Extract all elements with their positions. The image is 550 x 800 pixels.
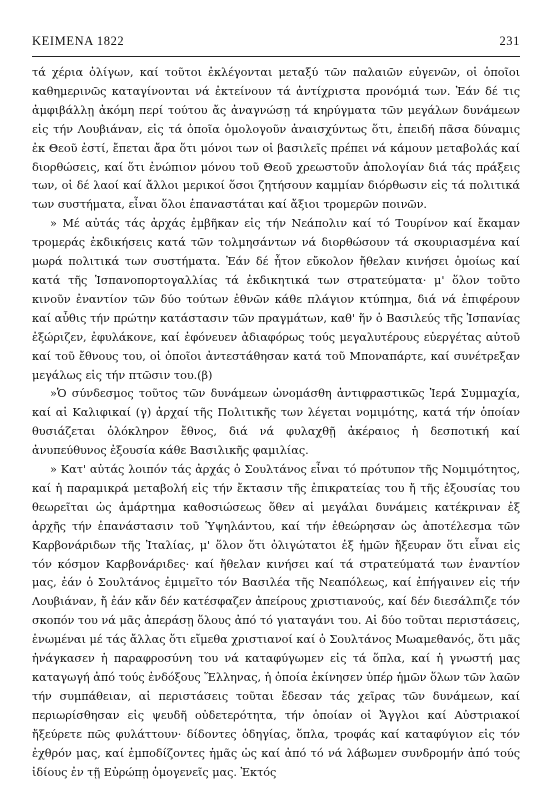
running-title: ΚΕΙΜΕΝΑ 1822 [32, 34, 125, 48]
body-text [32, 64, 520, 782]
running-header [32, 34, 520, 49]
paragraph-2: » Μέ αὐτάς τάς ἀρχάς ἐμβῆκαν εἰς τήν Νεάπολιν καί τό Τουρίνον καί ἔκαμαν τρομεράς ἐκδικήσεις κατά τῶν τολμησάντων νά διορθώσουν τά σκουριασμένα καί μωρά πολιτικά των συστήματα. Ἐάν δέ ἦτον εὔκολον ἤθελαν κινήσει ὁμοίως καί κατά τῆς Ἱσπανοπορτογαλλίας τά ἐκδικητικά των στρατεύματα· μ' ὅλον τοῦτο κινοῦν ἐναντίον τῶν δύο τούτων ἐθνῶν κάθε πλάγιον κτύπημα, διά νά ἐπιφέρουν καί αὖθις τήν πρώτην κατάστασιν τῶν πραγμάτων, καθ' ἥν ὁ Βασιλεύς τῆς Ἱσπανίας ἐξώριζεν, ἐφυλάκονε, καί ἐφόνευεν ἀδιαφόρως τούς μεγαλυτέρους εὐεργέτας αὐτοῦ καί τοῦ ἔθνους του, οἱ ὁποῖοι ἀντεστάθησαν κατά τοῦ Μποναπάρτε, καί συνέτρεξαν μεγάλως εἰς τήν πτῶσιν του.(β) [32, 217, 520, 382]
paragraph-1: τά χέρια ὀλίγων, καί τοῦτοι ἐκλέγονται μεταξύ τῶν παλαιῶν εὐγενῶν, οἱ ὁποῖοι καθημερινῶς καταγίνονται νά ἐκτείνουν τά ἀντίχριστα προνόμιά των. Ἐάν δέ τις ἀμφιβάλλῃ ἀκόμη περί τούτου ἄς ἀναγνώσῃ τά κηρύγματα τῶν μεγάλων δυνάμεων εἰς τήν Λουβιάναν, εἰς τά ὁποῖα ὁμολογοῦν ἀναισχύντως ὅτι, ἐπειδή πᾶσα δύναμις ἐκ Θεοῦ ἐστί, ἔπεται ἄρα ὅτι μόνοι των οἱ βασιλεῖς πρέπει νά κάμουν μεταβολάς καί διορθώσεις, καί ὅτι ἐνώπιον μόνου τοῦ Θεοῦ χρεωστοῦν ἀπολογίαν διά τάς πράξεις των, οἱ δέ λαοί καί ἄλλοι μερικοί ὅσοι ζητήσουν καμμίαν διόρθωσιν εἰς τά πολιτικά των συστήματα, εἶναι ὅλοι ἐπαναστάται καί ἄξιοι τρομερῶν ποινῶν. [32, 66, 520, 212]
paragraph-4: » Κατ' αὐτάς λοιπόν τάς ἀρχάς ὁ Σουλτάνος εἶναι τό πρότυπον τῆς Νομιμότητος, καί ἡ παραμικρά μεταβολή εἰς τήν ἔκτασιν τῆς ἐπικρατείας του ἤ τῆς ἐξουσίας του θεωρεῖται ὡς ἁμάρτημα καθοσιώσεως ὅθεν αἱ μεγάλαι δυνάμεις κατέκριναν ἐξ ἀρχῆς τήν ἐπανάστασιν τοῦ Ὑψηλάντου, καί τήν ἐθεώρησαν ὡς ἀποτέλεσμα τῶν Καρβονάριδων τῆς Ἰταλίας, μ' ὅλον ὅτι ὀλιγώτατοι ἐξ ἡμῶν ἤξευραν ὅτι εἶναι εἰς τόν κόσμον Καρβονάριδες· καί ἤθελαν κινήσει καί τά στρατεύματά των ἐναντίον μας, ἐάν ὁ Σουλτάνος ἐμιμεῖτο τόν Βασιλέα τῆς Νεαπόλεως, καί ἐπήγαινεν εἰς τήν Λουβιάναν, ἤ ἐάν κἄν δέν κατέσφαζεν ἀπείρους χριστιανούς, καί δέν διεσάλπιζε τόν σκοπόν του νά μᾶς ἀπεράσῃ ὅλους ἀπό τό γιαταγάνι του. Αἱ δύο τοῦται περιστάσεις, ἑνωμέναι μέ τάς ἄλλας ὅτι εἴμεθα χριστιανοί καί ὁ Σουλτάνος Μωαμεθανός, ὅτι μᾶς ἠνάγκασεν ἡ παραφροσύνη του νά καταφύγωμεν εἰς τά ὅπλα, καί ἡ γνωστή μας καταγωγή ἀπό τούς ἐνδόξους Ἕλληνας, ἡ ὁποία ἐκίνησεν ὑπέρ ἡμῶν ὅλων τῶν λαῶν τήν συμπάθειαν, αἱ περιστάσεις τοῦται ἔδεσαν τάς χεῖρας τῶν δυνάμεων, καί περιωρίσθησαν εἰς ψευδῆ οὐδετερότητα, τήν ὁποίαν οἱ Ἄγγλοι καί Αὐστριακοί ἤξεύρετε πῶς φυλάττουν· δίδοντες ὁδηγίας, ὅπλα, τροφάς καί καταφύγιον εἰς τόν ἐχθρόν μας, καί ἐμποδίζοντες ἡμᾶς ὡς καί ἀπό τό νά λάβωμεν συνδρομήν ἀπό τούς ἰδίους ἐν τῇ Εὐρώπῃ ὁμογενεῖς μας. Ἐκτός [32, 463, 520, 779]
header-rule [32, 56, 520, 57]
paragraph-3: »Ὁ σύνδεσμος τοῦτος τῶν δυνάμεων ὠνομάσθη ἀντιφραστικῶς Ἱερά Συμμαχία, καί αἱ Καλιφικαί (γ) ἀρχαί τῆς Πολιτικῆς των λέγεται νομιμότης, κατά τήν ὁποίαν θυσιάζεται ὁλόκληρον ἔθνος, διά νά φυλαχθῇ ἀκέραιος ἡ δεσποτική καί ἀνυπεύθυνος ἐξουσία κάθε Βασιλικῆς φαμιλίας. [32, 387, 520, 458]
page-number: 231 [499, 34, 520, 48]
